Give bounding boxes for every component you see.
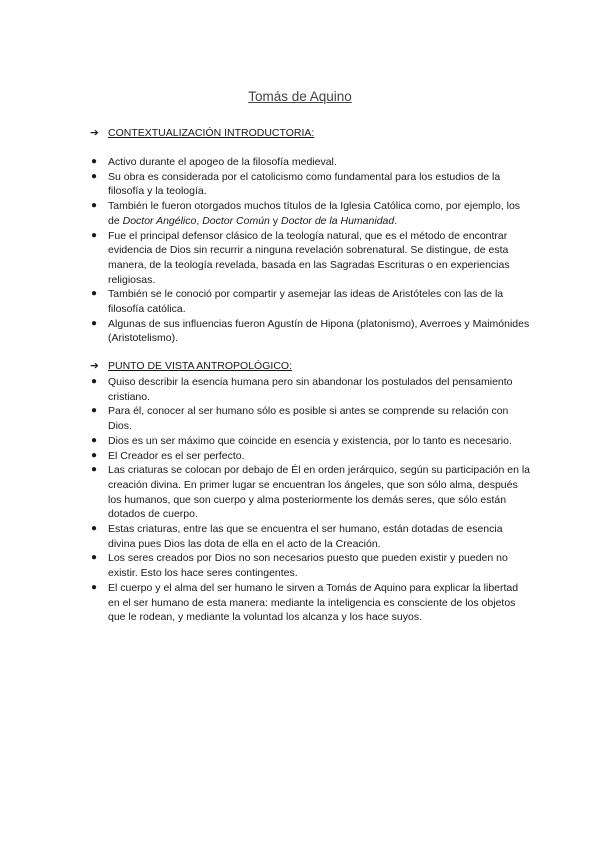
list-item: ● Activo durante el apogeo de la filosofía medieval.	[91, 156, 337, 168]
list-item: ● También le fueron otorgados muchos títulos de la Iglesia Católica como, por ejemplo, los de Doctor Angélico, Doctor Común y Doctor de la Humanidad.	[91, 200, 521, 227]
bullet-icon: ●	[91, 449, 98, 461]
anthropological-list	[90, 375, 530, 625]
list-item: ● Los seres creados por Dios no son necesarios puesto que pueden existir y pueden no existir. Esto los hace seres contingentes.	[91, 552, 508, 580]
bullet-icon: ●	[91, 376, 98, 387]
list-item: ● El cuerpo y el alma del ser humano le sirven a Tomás de Aquino para explicar la libertad en el ser humano de esta manera: mediante la inteligencia es consciente de los objetos que le rodean, y mediante la voluntad los alcanza y los hace suyos.	[91, 581, 519, 624]
bullet-icon: ●	[91, 200, 98, 212]
bullet-icon: ●	[91, 434, 98, 446]
section-heading-anthropological: ➔ PUNTO DE VISTA ANTROPOLÓGICO:	[90, 360, 292, 372]
bullet-icon: ●	[91, 229, 98, 241]
list-item: ● Las criaturas se colocan por debajo de Él en orden jerárquico, según su participación en la creación divina. En primer lugar se encuentran los ángeles, que son sólo alma, después los humanos, que son cuerpo y alma posteriormente los demás seres, que sólo están dotados de cuerpo.	[91, 464, 531, 521]
bullet-icon: ●	[91, 552, 98, 564]
list-item: ● El Creador es el ser perfecto.	[91, 449, 245, 462]
list-item: ● Quiso describir la esencia humana pero sin abandonar los postulados del pensamiento cristiano.	[91, 376, 513, 403]
bullet-icon: ●	[91, 156, 98, 167]
list-item: ● Su obra es considerada por el catolicismo como fundamental para los estudios de la filosofía y la teología.	[91, 170, 501, 198]
bullet-icon: ●	[91, 170, 98, 182]
arrow-icon: ➔	[90, 360, 99, 372]
list-item: ● Estas criaturas, entre las que se encuentra el ser humano, están dotadas de esencia divina pues Dios las dota de ella en el acto de la Creación.	[91, 523, 503, 550]
bullet-icon: ●	[91, 523, 98, 535]
list-item: ● Para él, conocer al ser humano sólo es posible si antes se comprende su relación con Dios.	[91, 405, 509, 433]
page-title: Tomás de Aquino	[248, 89, 352, 104]
list-item: ● Fue el principal defensor clásico de la teología natural, que es el método de encontrar evidencia de Dios sin recurrir a ninguna revelación sobrenatural. Se distingue, de esta manera, de la teología revelada, basada en las Sagradas Escrituras o en experiencias religiosas.	[91, 229, 510, 286]
bullet-icon: ●	[91, 581, 98, 593]
bullet-icon: ●	[91, 317, 98, 329]
bullet-icon: ●	[91, 288, 98, 300]
bullet-icon: ●	[91, 464, 98, 476]
bullet-icon: ●	[91, 405, 98, 417]
arrow-icon: ➔	[90, 127, 99, 139]
list-item: ● También se le conoció por compartir y asemejar las ideas de Aristóteles con las de la filosofía católica.	[91, 288, 504, 316]
section-heading-context: ➔ CONTEXTUALIZACIÓN INTRODUCTORIA:	[90, 127, 315, 139]
context-list	[90, 155, 530, 346]
list-item: ● Algunas de sus influencias fueron Agustín de Hipona (platonismo), Averroes y Maimónides (Aristotelismo).	[91, 317, 530, 345]
list-item: ● Dios es un ser máximo que coincide en esencia y existencia, por lo tanto es necesario.	[91, 434, 512, 447]
